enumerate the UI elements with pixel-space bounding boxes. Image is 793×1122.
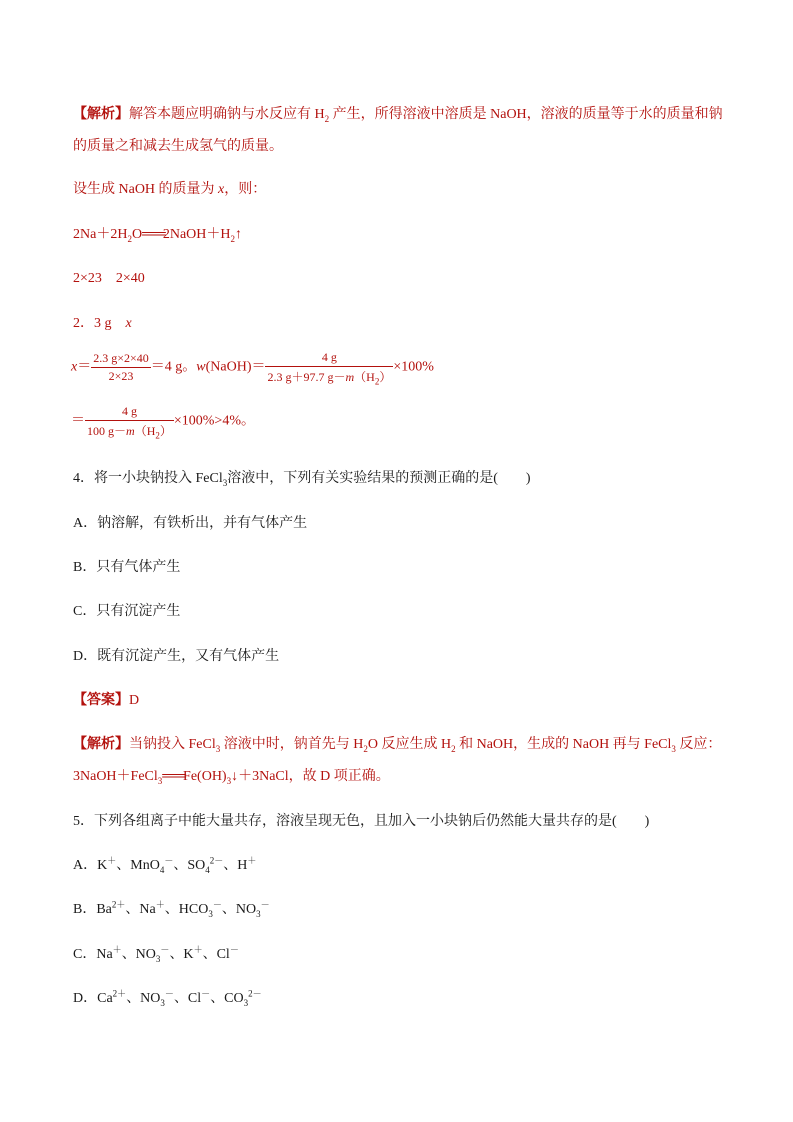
ratio-line: 2×23 2×40	[73, 271, 145, 286]
analysis-tag: 【解析】	[73, 107, 129, 122]
chemical-equation: $2Na+2H_2O═══2NaOH+H_2↑$	[73, 227, 242, 244]
question-4-option-b: B．只有气体产生	[73, 560, 181, 575]
answer-value: D	[129, 693, 140, 708]
analysis-paragraph-1: 【解析】解答本题应明确钠与水反应有 $H_2$ 产生，所得溶液中溶质是 NaOH，溶液的质量等于水的质量和钠	[73, 107, 723, 124]
question-5-option-c: C．Na＋、$NO_3^-$、K＋、Cl－	[73, 944, 239, 964]
setup-line: 设生成 NaOH 的质量为 x，则：	[73, 182, 267, 197]
analysis-paragraph-1-line-2: 的质量之和减去生成氢气的质量。	[73, 139, 283, 154]
question-5-option-a: A．K＋、MnO$_4$－、$SO_4^{2-}$、H＋	[73, 855, 257, 875]
analysis-paragraph-2: 【解析】当钠投入 FeCl$_3$ 溶液中时，钠首先与 $H_2O$ 反应生成 $H_2$ 和 NaOH，生成的 NaOH 再与 FeCl$_3$ 反应：	[73, 737, 722, 754]
question-4-option-a: A．钠溶解，有铁析出，并有气体产生	[73, 516, 308, 531]
answer-tag: 【答案】	[73, 693, 129, 708]
analysis-paragraph-2-line-2: $3NaOH+FeCl_3═══Fe(OH)_3↓+3NaCl$，故 D 项正确。	[73, 769, 390, 786]
question-4-option-d: D．既有沉淀产生，又有气体产生	[73, 649, 280, 664]
answer-line	[73, 689, 139, 709]
calculation-line-2: ＝ $\frac{4 g}{100 g-m(H_2)}$ ×100%>4%。	[71, 404, 255, 441]
question-5-option-b: B．$Ba^{2+}$、Na＋、$HCO_3^-$、$NO_3^-$	[73, 899, 270, 919]
analysis-tag: 【解析】	[73, 737, 129, 752]
question-5-option-d: D．$Ca^{2+}$、$NO_3^-$、Cl－、$CO_3^{2-}$	[73, 988, 262, 1008]
fraction-result: $\frac{4 g}{100 g-m(H_2)}$	[87, 404, 172, 441]
question-4-stem: 4．将一小块钠投入 FeCl$_3$溶液中，下列有关实验结果的预测正确的是( )	[73, 471, 531, 488]
fraction-mass-fraction: $\frac{4 g}{2.3 g+97.7 g-m(H_2)}$	[267, 350, 392, 387]
calculation-line-1: x＝ $\frac{2.3 g\times 2\times 40}{2\times 23}$ ＝4 g。w(NaOH)＝ $\frac{4 g}{2.3 g+97.7 g-m(H_2)}$ ×100%	[71, 350, 434, 387]
question-5-stem: 5．下列各组离子中能大量共存，溶液呈现无色，且加入一小块钠后仍然能大量共存的是( )	[73, 814, 650, 829]
given-line: 2．3 g x	[73, 316, 132, 331]
question-4-option-c: C．只有沉淀产生	[73, 604, 181, 619]
fraction-x: $\frac{2.3 g\times 2\times 40}{2\times 23}$	[93, 351, 149, 383]
